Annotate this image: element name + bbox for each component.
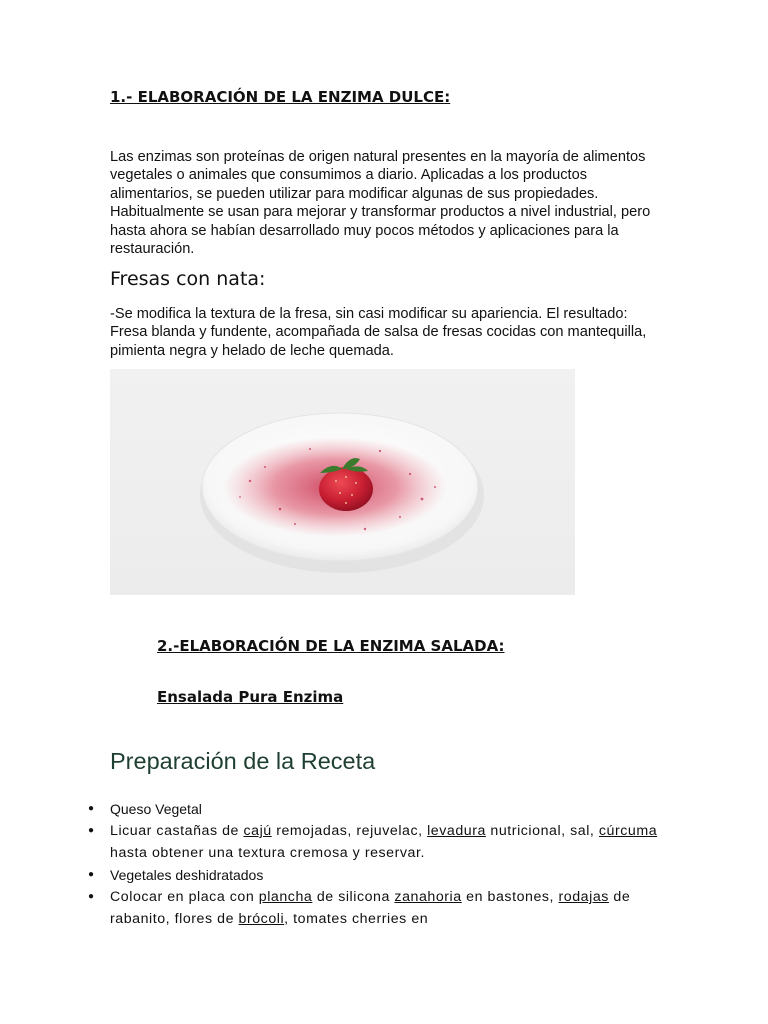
link-plancha[interactable]: plancha [258,889,313,905]
list-item [88,798,658,820]
list-item-text: hasta obtener una textura cremosa y reservar. [110,845,425,861]
link-rodajas[interactable]: rodajas [558,889,609,905]
heading-recipe-preparation: Preparación de la Receta [110,748,376,774]
strawberries-description: -Se modifica la textura de la fresa, sin casi modificar su apariencia. El resultado: Fresa blanda y fundente, acompañada de salsa de fresas cocidas con mantequilla, pimienta negra y helado de leche quemada. [110,306,647,359]
list-item-text: , tomates cherries en [284,911,429,927]
strawberry-dish-photo [110,369,575,595]
strawberry [319,467,373,511]
bullet-icon: ● [88,803,95,814]
bullet-icon: ● [88,825,95,836]
recipe-steps-list [88,798,658,930]
list-item-text: Vegetales deshidratados [110,867,264,883]
list-item-text: en bastones, [461,889,559,905]
list-item-text: Licuar castañas de [110,823,244,839]
intro-paragraph: Las enzimas son proteínas de origen natural presentes en la mayoría de alimentos vegetales o animales que consumimos a diario. Aplicadas a los productos alimentarios, se pueden utilizar para modificar algunas de sus propiedades. Habitualmente se usan para mejorar y transformar productos a nivel industrial, pero hasta ahora se habían desarrollado muy pocos métodos y aplicaciones para la restauración. [110,149,651,258]
list-item-text: nutricional, sal, [485,823,599,839]
link-brocoli[interactable]: brócoli [238,911,285,927]
list-item-text: de silicona [312,889,395,905]
link-caju[interactable]: cajú [243,823,272,839]
heading-strawberries-cream: Fresas con nata: [110,268,266,290]
list-item-text: remojadas, rejuvelac, [271,823,428,839]
list-item-text: Queso Vegetal [110,801,202,817]
heading-salad: Ensalada Pura Enzima [157,688,344,706]
heading-savory-enzyme: 2.-ELABORACIÓN DE LA ENZIMA SALADA: [157,637,505,655]
list-item [88,886,658,930]
list-item-text: de rabanito, flores de [110,889,631,927]
list-item-text: Colocar en placa con [110,889,259,905]
link-curcuma[interactable]: cúrcuma [598,823,658,839]
strawberry-plate-illustration [110,369,575,595]
bullet-icon: ● [88,869,95,880]
link-zanahoria[interactable]: zanahoria [394,889,462,905]
list-item [88,864,658,886]
link-levadura[interactable]: levadura [427,823,486,839]
bullet-icon: ● [88,891,95,902]
heading-sweet-enzyme: 1.- ELABORACIÓN DE LA ENZIMA DULCE: [110,88,451,106]
list-item [88,820,658,864]
